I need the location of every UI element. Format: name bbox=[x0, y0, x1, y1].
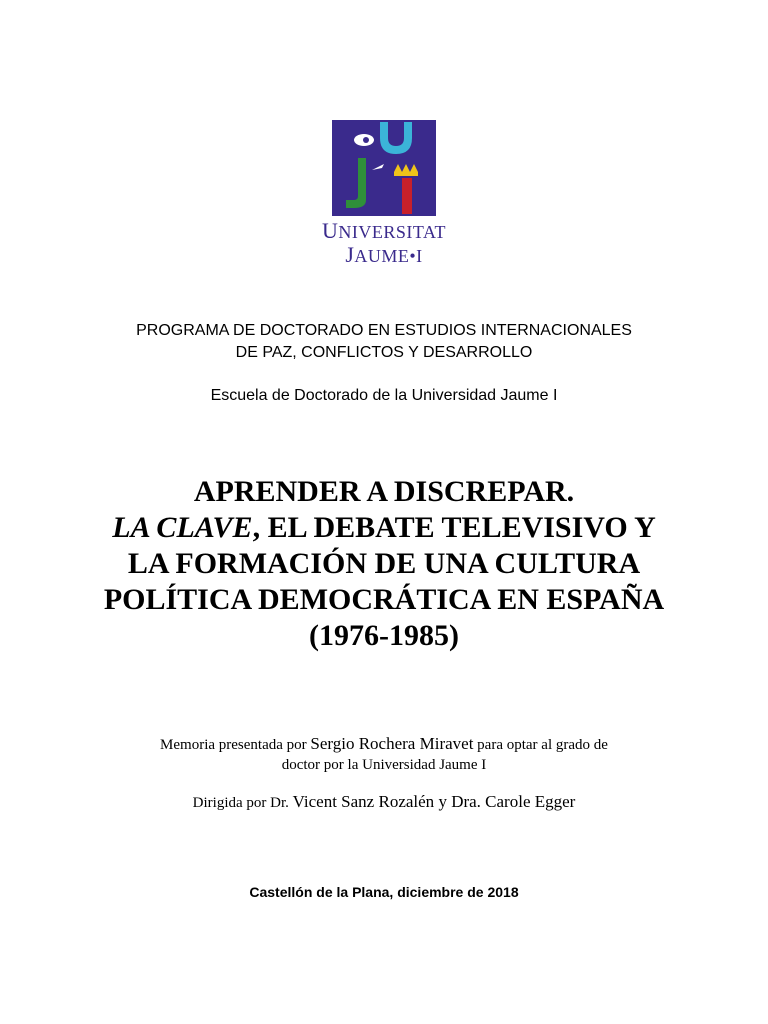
doctoral-school: Escuela de Doctorado de la Universidad Jaume I bbox=[210, 387, 558, 404]
wordmark-cap-u: U bbox=[322, 218, 339, 243]
title-line-1: APRENDER A DISCREPAR. bbox=[193, 475, 575, 508]
title-italic-la-clave: LA CLAVE bbox=[112, 511, 253, 544]
logo-wordmark-line2 bbox=[300, 244, 468, 266]
title-line-2 bbox=[0, 510, 768, 546]
memoria-line-1 bbox=[0, 734, 768, 755]
memoria-suffix: para optar al grado de bbox=[473, 737, 608, 753]
title-line-4: POLÍTICA DEMOCRÁTICA EN ESPAÑA bbox=[103, 583, 665, 616]
place-and-date: Castellón de la Plana, diciembre de 2018 bbox=[249, 884, 519, 900]
memoria-line-2: doctor por la Universidad Jaume I bbox=[281, 757, 487, 773]
wordmark-rest-1: NIVERSITAT bbox=[338, 222, 446, 242]
program-line-2: DE PAZ, CONFLICTOS Y DESARROLLO bbox=[235, 344, 533, 361]
wordmark-rest-2: AUME•I bbox=[354, 246, 423, 266]
thesis-title bbox=[0, 474, 768, 654]
doctoral-program bbox=[0, 320, 768, 364]
supervisors-prefix: Dirigida por Dr. bbox=[192, 795, 293, 811]
title-line-2-rest: , EL DEBATE TELEVISIVO Y bbox=[252, 511, 656, 544]
supervisors-joiner: y bbox=[434, 792, 452, 811]
supervisor-2: Dra. Carole Egger bbox=[451, 792, 576, 811]
logo-wordmark-line1 bbox=[300, 220, 468, 242]
title-line-3: LA FORMACIÓN DE UNA CULTURA bbox=[127, 547, 641, 580]
supervisor-1: Vicent Sanz Rozalén bbox=[292, 792, 435, 811]
wordmark-cap-j: J bbox=[345, 242, 355, 267]
program-line-1: PROGRAMA DE DOCTORADO EN ESTUDIOS INTERNACIONALES bbox=[136, 322, 632, 339]
title-line-5: (1976-1985) bbox=[309, 619, 459, 652]
supervisors bbox=[0, 792, 768, 813]
submission-statement bbox=[0, 734, 768, 775]
logo-icon bbox=[332, 120, 436, 216]
author-name: Sergio Rochera Miravet bbox=[310, 734, 474, 753]
memoria-prefix: Memoria presentada por bbox=[160, 737, 311, 753]
universitat-jaume-i-logo bbox=[332, 120, 436, 216]
